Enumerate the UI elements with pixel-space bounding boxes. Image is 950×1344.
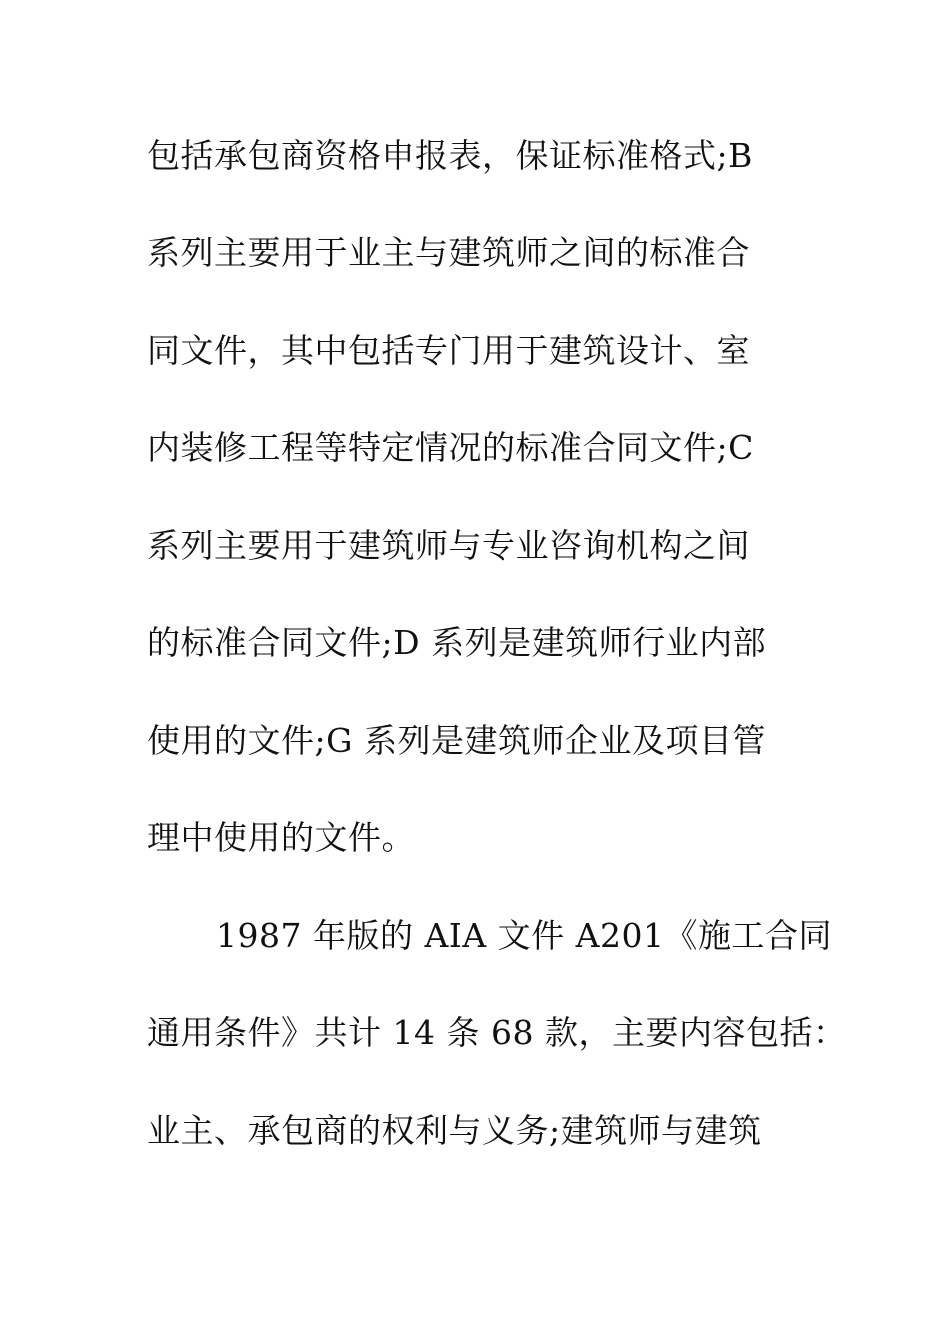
text-line: 同文件，其中包括专门用于建筑设计、室 — [147, 331, 750, 370]
text-line: 通用条件》共计 14 条 68 款，主要内容包括： — [147, 1013, 847, 1052]
text-line: 业主、承包商的权利与义务;建筑师与建筑 — [147, 1111, 762, 1150]
paragraph-first-line: 1987 年版的 AIA 文件 A201《施工合同 — [216, 916, 832, 955]
text-line: 的标准合同文件;D 系列是建筑师行业内部 — [147, 623, 767, 662]
text-line: 系列主要用于业主与建筑师之间的标准合 — [147, 233, 750, 272]
text-line: 使用的文件;G 系列是建筑师企业及项目管 — [147, 721, 766, 760]
text-line: 内装修工程等特定情况的标准合同文件;C — [147, 428, 754, 467]
text-line: 系列主要用于建筑师与专业咨询机构之间 — [147, 526, 750, 565]
text-line: 包括承包商资格申报表，保证标准格式;B — [147, 136, 753, 175]
text-line: 理中使用的文件。 — [147, 818, 415, 857]
